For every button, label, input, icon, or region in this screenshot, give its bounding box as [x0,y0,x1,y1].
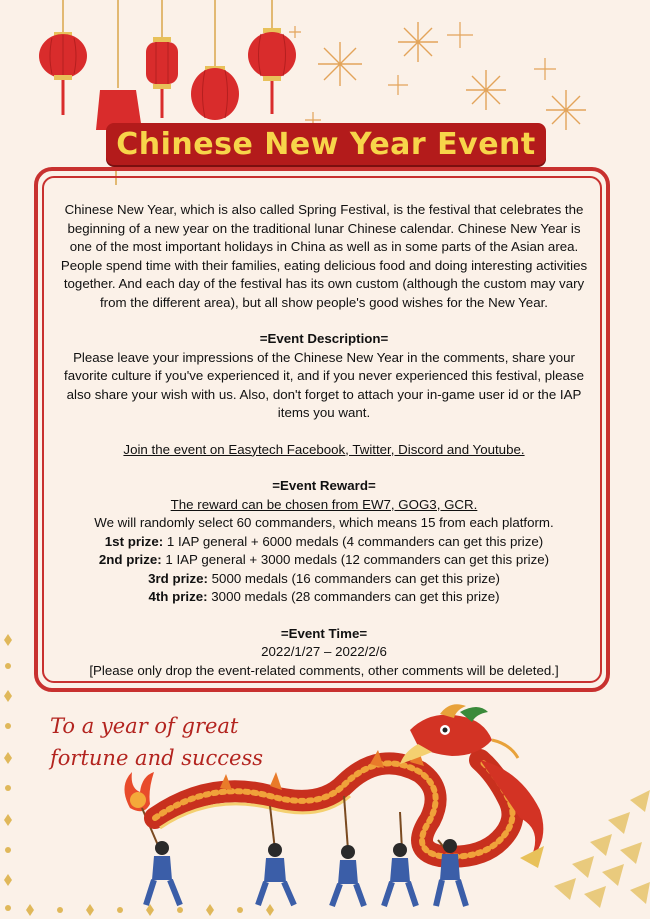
dancer-icon [332,845,364,906]
lantern-icon [248,28,296,114]
dancer-icon [384,843,416,906]
title-banner [106,123,546,165]
reward-selection: We will randomly select 60 commanders, which means 15 from each platform. [94,515,554,530]
prize-text: 5000 medals (16 commanders can get this prize) [207,570,500,586]
prize-text: 3000 medals (28 commanders can get this prize) [207,589,500,604]
dragon-head-icon [400,704,518,764]
prize-text: 1 IAP general + 3000 medals (12 commanders can get this prize) [161,552,550,567]
time-heading: =Event Time= [280,625,368,641]
lantern-icon [146,37,178,118]
page-title: Chinese New Year Event [116,126,536,162]
prize-line-1 [56,533,592,552]
firework-icon [318,42,362,86]
prize-label: 4th prize: [148,589,208,604]
time-note: [Please only drop the event-related comments, other comments will be deleted.] [89,662,559,678]
firework-icon [289,26,408,128]
firework-icon [398,22,438,62]
gold-dots-left [0,630,20,919]
join-event-link[interactable]: Join the event on Easytech Facebook, Twitter, Discord and Youtube. [123,441,525,457]
lantern-icon [39,32,87,115]
reward-heading: =Event Reward= [272,478,376,493]
firework-icon [546,90,586,130]
prize-label: 1st prize: [104,533,164,549]
firework-icon [534,58,556,80]
dancer-icon [146,841,180,905]
description-heading: =Event Description= [259,331,389,346]
intro-paragraph: Chinese New Year, which is also called Spring Festival, is the festival that celebrates the beginning of a new year on the traditional lunar Chinese calendar. Chinese New Year is one of the most important holidays in China as well as in some parts of the Asian area. People spend time with their families, eating delicious food and doing interesting activities together. And each day of the festival has its own custom (although the custom may vary from the different area), but all show people's good wishes for the New Year. [60,202,588,310]
prize-label: 3rd prize: [148,570,208,586]
dancer-icon [258,843,294,905]
description-text: Please leave your impressions of the Chinese New Year in the comments, share your favorite culture if you've experienced it, and if you never experienced this festival, please also share your wish with us. Also, don't forget to attach your in-game user id or the IAP items you want. [64,349,584,420]
slogan-line-1: To a year of great [50,714,239,738]
time-range: 2022/1/27 – 2022/2/6 [261,644,387,659]
prize-label: 2nd prize: [98,552,162,567]
prize-line-4 [56,588,592,607]
prize-line-3 [56,570,592,589]
dragon-illustration [100,700,560,919]
reward-choice: The reward can be chosen from EW7, GOG3, GCR. [170,496,478,512]
event-content [56,201,592,680]
firework-icon [466,70,506,110]
prize-line-2 [56,551,592,570]
lantern-icon [191,66,239,120]
firework-icon [447,22,473,48]
slogan-line-2: fortune and success [50,746,264,770]
prize-text: 1 IAP general + 6000 medals (4 commanders can get this prize) [163,533,544,549]
